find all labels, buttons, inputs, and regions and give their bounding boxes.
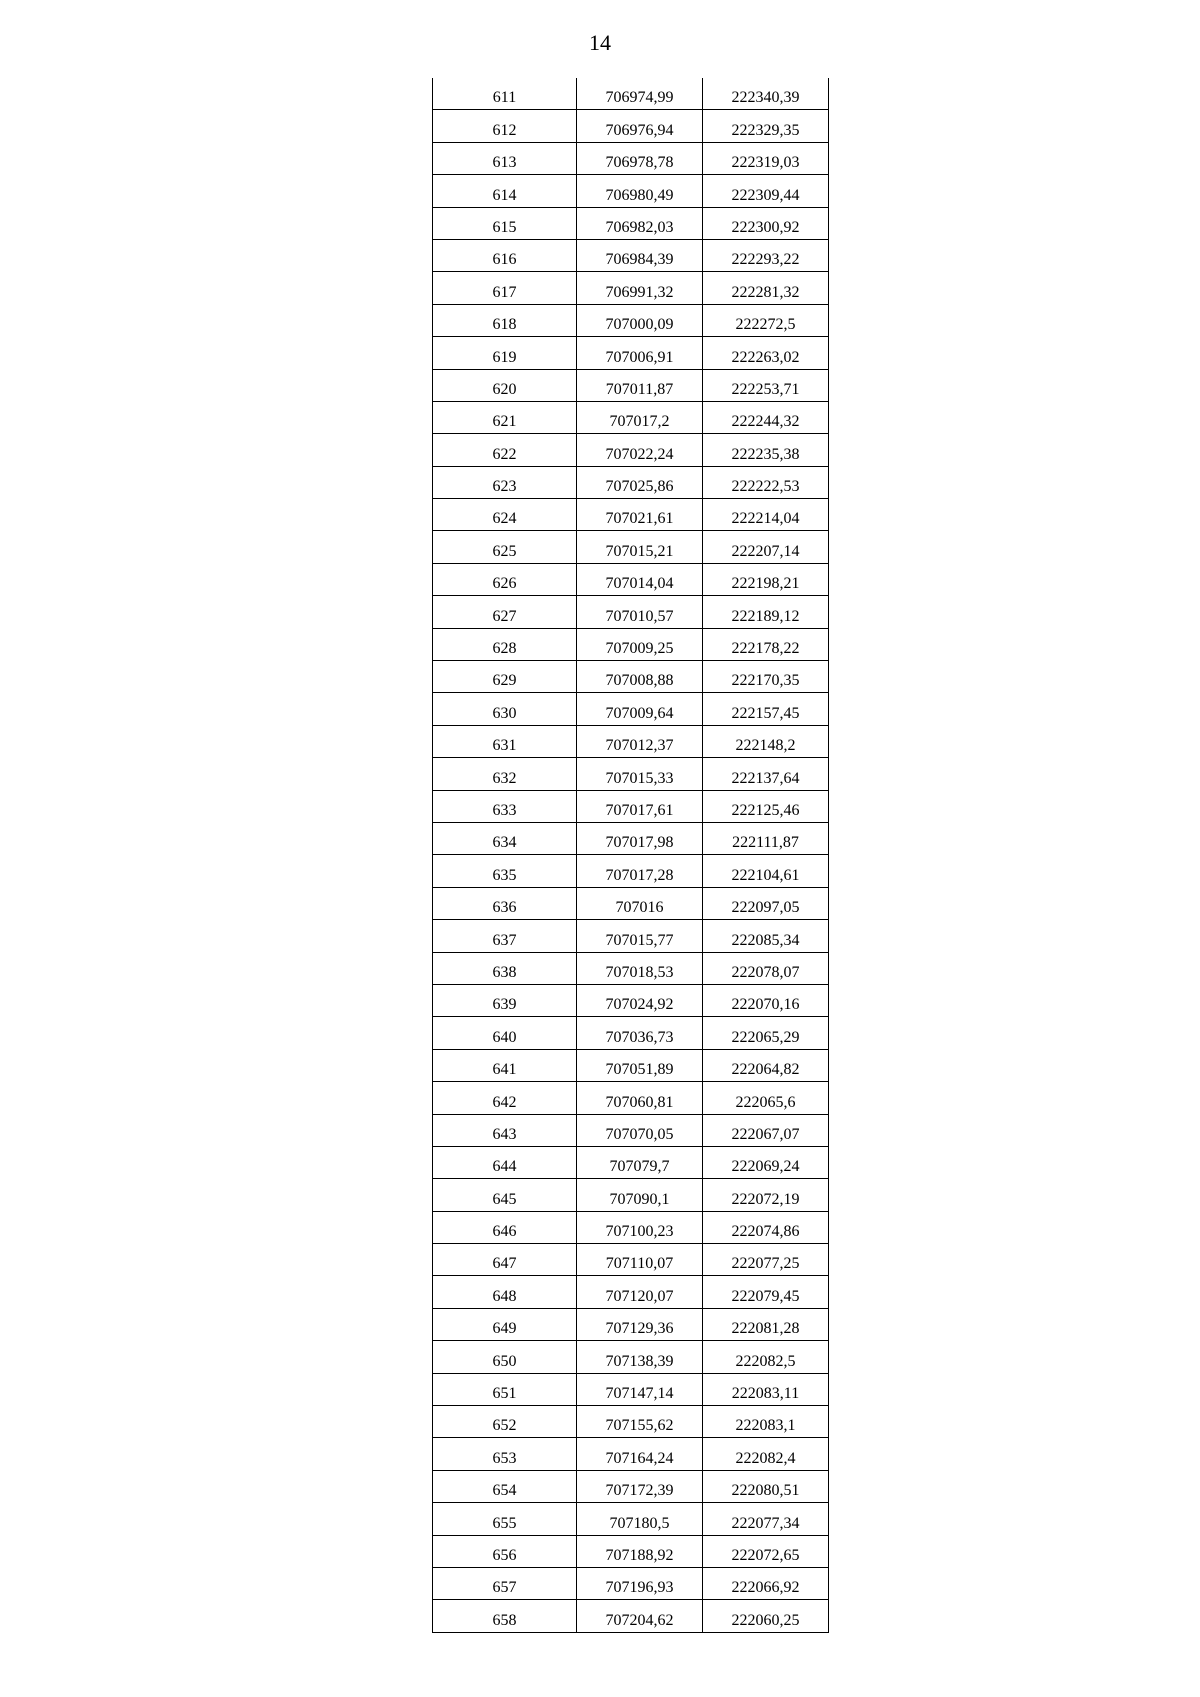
x-coordinate-cell: 707100,23: [577, 1211, 703, 1243]
x-coordinate-cell: 707110,07: [577, 1244, 703, 1276]
table-row: [433, 1146, 829, 1178]
table-row: [433, 78, 829, 110]
y-coordinate-cell: 222293,22: [703, 239, 829, 271]
table-row: [433, 1406, 829, 1438]
point-number-cell: 654: [433, 1470, 577, 1502]
y-coordinate-cell: 222074,86: [703, 1211, 829, 1243]
y-coordinate-cell: 222077,25: [703, 1244, 829, 1276]
point-number-cell: 612: [433, 110, 577, 142]
point-number-cell: 640: [433, 1017, 577, 1049]
y-coordinate-cell: 222072,19: [703, 1179, 829, 1211]
x-coordinate-cell: 706978,78: [577, 142, 703, 174]
x-coordinate-cell: 707204,62: [577, 1600, 703, 1632]
x-coordinate-cell: 707017,61: [577, 790, 703, 822]
y-coordinate-cell: 222060,25: [703, 1600, 829, 1632]
y-coordinate-cell: 222065,29: [703, 1017, 829, 1049]
y-coordinate-cell: 222309,44: [703, 175, 829, 207]
x-coordinate-cell: 707009,64: [577, 693, 703, 725]
table-row: [433, 725, 829, 757]
table-row: [433, 1211, 829, 1243]
table-row: [433, 1341, 829, 1373]
y-coordinate-cell: 222083,11: [703, 1373, 829, 1405]
y-coordinate-cell: 222170,35: [703, 661, 829, 693]
table-row: [433, 1470, 829, 1502]
table-row: [433, 1082, 829, 1114]
table-row: [433, 1179, 829, 1211]
y-coordinate-cell: 222082,5: [703, 1341, 829, 1373]
point-number-cell: 632: [433, 758, 577, 790]
point-number-cell: 620: [433, 369, 577, 401]
y-coordinate-cell: 222079,45: [703, 1276, 829, 1308]
point-number-cell: 617: [433, 272, 577, 304]
coordinates-table-body: [433, 78, 829, 1632]
table-row: [433, 531, 829, 563]
point-number-cell: 635: [433, 855, 577, 887]
x-coordinate-cell: 707017,28: [577, 855, 703, 887]
table-row: [433, 1017, 829, 1049]
table-row: [433, 1535, 829, 1567]
x-coordinate-cell: 706976,94: [577, 110, 703, 142]
y-coordinate-cell: 222281,32: [703, 272, 829, 304]
table-row: [433, 142, 829, 174]
x-coordinate-cell: 707018,53: [577, 952, 703, 984]
x-coordinate-cell: 707008,88: [577, 661, 703, 693]
table-row: [433, 1600, 829, 1632]
y-coordinate-cell: 222263,02: [703, 337, 829, 369]
point-number-cell: 634: [433, 822, 577, 854]
y-coordinate-cell: 222064,82: [703, 1049, 829, 1081]
table-row: [433, 239, 829, 271]
y-coordinate-cell: 222082,4: [703, 1438, 829, 1470]
x-coordinate-cell: 707090,1: [577, 1179, 703, 1211]
point-number-cell: 627: [433, 596, 577, 628]
coordinates-table: [432, 78, 829, 1633]
table-row: [433, 466, 829, 498]
x-coordinate-cell: 706991,32: [577, 272, 703, 304]
y-coordinate-cell: 222080,51: [703, 1470, 829, 1502]
table-row: [433, 110, 829, 142]
x-coordinate-cell: 707015,77: [577, 920, 703, 952]
y-coordinate-cell: 222148,2: [703, 725, 829, 757]
x-coordinate-cell: 707024,92: [577, 984, 703, 1016]
table-row: [433, 175, 829, 207]
point-number-cell: 656: [433, 1535, 577, 1567]
point-number-cell: 642: [433, 1082, 577, 1114]
point-number-cell: 649: [433, 1308, 577, 1340]
table-row: [433, 401, 829, 433]
table-row: [433, 758, 829, 790]
point-number-cell: 621: [433, 401, 577, 433]
table-row: [433, 369, 829, 401]
table-row: [433, 1114, 829, 1146]
y-coordinate-cell: 222244,32: [703, 401, 829, 433]
x-coordinate-cell: 706984,39: [577, 239, 703, 271]
y-coordinate-cell: 222083,1: [703, 1406, 829, 1438]
table-row: [433, 1503, 829, 1535]
y-coordinate-cell: 222065,6: [703, 1082, 829, 1114]
point-number-cell: 630: [433, 693, 577, 725]
table-row: [433, 984, 829, 1016]
x-coordinate-cell: 707155,62: [577, 1406, 703, 1438]
table-row: [433, 434, 829, 466]
x-coordinate-cell: 707172,39: [577, 1470, 703, 1502]
point-number-cell: 625: [433, 531, 577, 563]
y-coordinate-cell: 222125,46: [703, 790, 829, 822]
x-coordinate-cell: 707138,39: [577, 1341, 703, 1373]
table-row: [433, 337, 829, 369]
table-row: [433, 628, 829, 660]
x-coordinate-cell: 707147,14: [577, 1373, 703, 1405]
table-row: [433, 1308, 829, 1340]
point-number-cell: 650: [433, 1341, 577, 1373]
x-coordinate-cell: 707051,89: [577, 1049, 703, 1081]
x-coordinate-cell: 707015,33: [577, 758, 703, 790]
y-coordinate-cell: 222085,34: [703, 920, 829, 952]
x-coordinate-cell: 707021,61: [577, 499, 703, 531]
y-coordinate-cell: 222137,64: [703, 758, 829, 790]
point-number-cell: 637: [433, 920, 577, 952]
point-number-cell: 623: [433, 466, 577, 498]
table-row: [433, 1373, 829, 1405]
point-number-cell: 614: [433, 175, 577, 207]
table-row: [433, 822, 829, 854]
y-coordinate-cell: 222078,07: [703, 952, 829, 984]
x-coordinate-cell: 707188,92: [577, 1535, 703, 1567]
y-coordinate-cell: 222340,39: [703, 78, 829, 110]
page-number: 14: [589, 30, 611, 55]
y-coordinate-cell: 222300,92: [703, 207, 829, 239]
point-number-cell: 655: [433, 1503, 577, 1535]
x-coordinate-cell: 707164,24: [577, 1438, 703, 1470]
table-row: [433, 920, 829, 952]
point-number-cell: 657: [433, 1567, 577, 1599]
point-number-cell: 629: [433, 661, 577, 693]
table-row: [433, 272, 829, 304]
x-coordinate-cell: 707006,91: [577, 337, 703, 369]
point-number-cell: 645: [433, 1179, 577, 1211]
y-coordinate-cell: 222111,87: [703, 822, 829, 854]
x-coordinate-cell: 706974,99: [577, 78, 703, 110]
y-coordinate-cell: 222178,22: [703, 628, 829, 660]
x-coordinate-cell: 707022,24: [577, 434, 703, 466]
x-coordinate-cell: 707000,09: [577, 304, 703, 336]
point-number-cell: 644: [433, 1146, 577, 1178]
table-row: [433, 304, 829, 336]
x-coordinate-cell: 707070,05: [577, 1114, 703, 1146]
y-coordinate-cell: 222097,05: [703, 887, 829, 919]
table-row: [433, 952, 829, 984]
x-coordinate-cell: 706982,03: [577, 207, 703, 239]
point-number-cell: 616: [433, 239, 577, 271]
x-coordinate-cell: 707016: [577, 887, 703, 919]
point-number-cell: 643: [433, 1114, 577, 1146]
y-coordinate-cell: 222253,71: [703, 369, 829, 401]
point-number-cell: 651: [433, 1373, 577, 1405]
x-coordinate-cell: 707012,37: [577, 725, 703, 757]
y-coordinate-cell: 222067,07: [703, 1114, 829, 1146]
point-number-cell: 624: [433, 499, 577, 531]
x-coordinate-cell: 707196,93: [577, 1567, 703, 1599]
point-number-cell: 648: [433, 1276, 577, 1308]
point-number-cell: 638: [433, 952, 577, 984]
point-number-cell: 626: [433, 563, 577, 595]
y-coordinate-cell: 222066,92: [703, 1567, 829, 1599]
x-coordinate-cell: 707011,87: [577, 369, 703, 401]
y-coordinate-cell: 222072,65: [703, 1535, 829, 1567]
table-row: [433, 207, 829, 239]
y-coordinate-cell: 222207,14: [703, 531, 829, 563]
point-number-cell: 641: [433, 1049, 577, 1081]
table-row: [433, 1438, 829, 1470]
y-coordinate-cell: 222222,53: [703, 466, 829, 498]
x-coordinate-cell: 707060,81: [577, 1082, 703, 1114]
point-number-cell: 658: [433, 1600, 577, 1632]
y-coordinate-cell: 222069,24: [703, 1146, 829, 1178]
table-row: [433, 563, 829, 595]
x-coordinate-cell: 707010,57: [577, 596, 703, 628]
table-row: [433, 1049, 829, 1081]
point-number-cell: 647: [433, 1244, 577, 1276]
point-number-cell: 622: [433, 434, 577, 466]
x-coordinate-cell: 707015,21: [577, 531, 703, 563]
y-coordinate-cell: 222077,34: [703, 1503, 829, 1535]
y-coordinate-cell: 222329,35: [703, 110, 829, 142]
y-coordinate-cell: 222081,28: [703, 1308, 829, 1340]
y-coordinate-cell: 222235,38: [703, 434, 829, 466]
x-coordinate-cell: 707017,98: [577, 822, 703, 854]
point-number-cell: 652: [433, 1406, 577, 1438]
x-coordinate-cell: 707009,25: [577, 628, 703, 660]
table-row: [433, 1567, 829, 1599]
table-row: [433, 790, 829, 822]
table-row: [433, 1244, 829, 1276]
x-coordinate-cell: 706980,49: [577, 175, 703, 207]
point-number-cell: 613: [433, 142, 577, 174]
x-coordinate-cell: 707025,86: [577, 466, 703, 498]
point-number-cell: 628: [433, 628, 577, 660]
table-row: [433, 693, 829, 725]
x-coordinate-cell: 707014,04: [577, 563, 703, 595]
table-row: [433, 499, 829, 531]
point-number-cell: 636: [433, 887, 577, 919]
y-coordinate-cell: 222104,61: [703, 855, 829, 887]
table-row: [433, 887, 829, 919]
x-coordinate-cell: 707129,36: [577, 1308, 703, 1340]
table-row: [433, 661, 829, 693]
point-number-cell: 631: [433, 725, 577, 757]
y-coordinate-cell: 222272,5: [703, 304, 829, 336]
point-number-cell: 633: [433, 790, 577, 822]
point-number-cell: 611: [433, 78, 577, 110]
y-coordinate-cell: 222214,04: [703, 499, 829, 531]
x-coordinate-cell: 707180,5: [577, 1503, 703, 1535]
point-number-cell: 646: [433, 1211, 577, 1243]
y-coordinate-cell: 222189,12: [703, 596, 829, 628]
y-coordinate-cell: 222319,03: [703, 142, 829, 174]
point-number-cell: 615: [433, 207, 577, 239]
y-coordinate-cell: 222198,21: [703, 563, 829, 595]
point-number-cell: 653: [433, 1438, 577, 1470]
y-coordinate-cell: 222070,16: [703, 984, 829, 1016]
x-coordinate-cell: 707017,2: [577, 401, 703, 433]
point-number-cell: 639: [433, 984, 577, 1016]
table-row: [433, 1276, 829, 1308]
point-number-cell: 619: [433, 337, 577, 369]
table-row: [433, 596, 829, 628]
y-coordinate-cell: 222157,45: [703, 693, 829, 725]
x-coordinate-cell: 707120,07: [577, 1276, 703, 1308]
point-number-cell: 618: [433, 304, 577, 336]
x-coordinate-cell: 707079,7: [577, 1146, 703, 1178]
x-coordinate-cell: 707036,73: [577, 1017, 703, 1049]
table-row: [433, 855, 829, 887]
